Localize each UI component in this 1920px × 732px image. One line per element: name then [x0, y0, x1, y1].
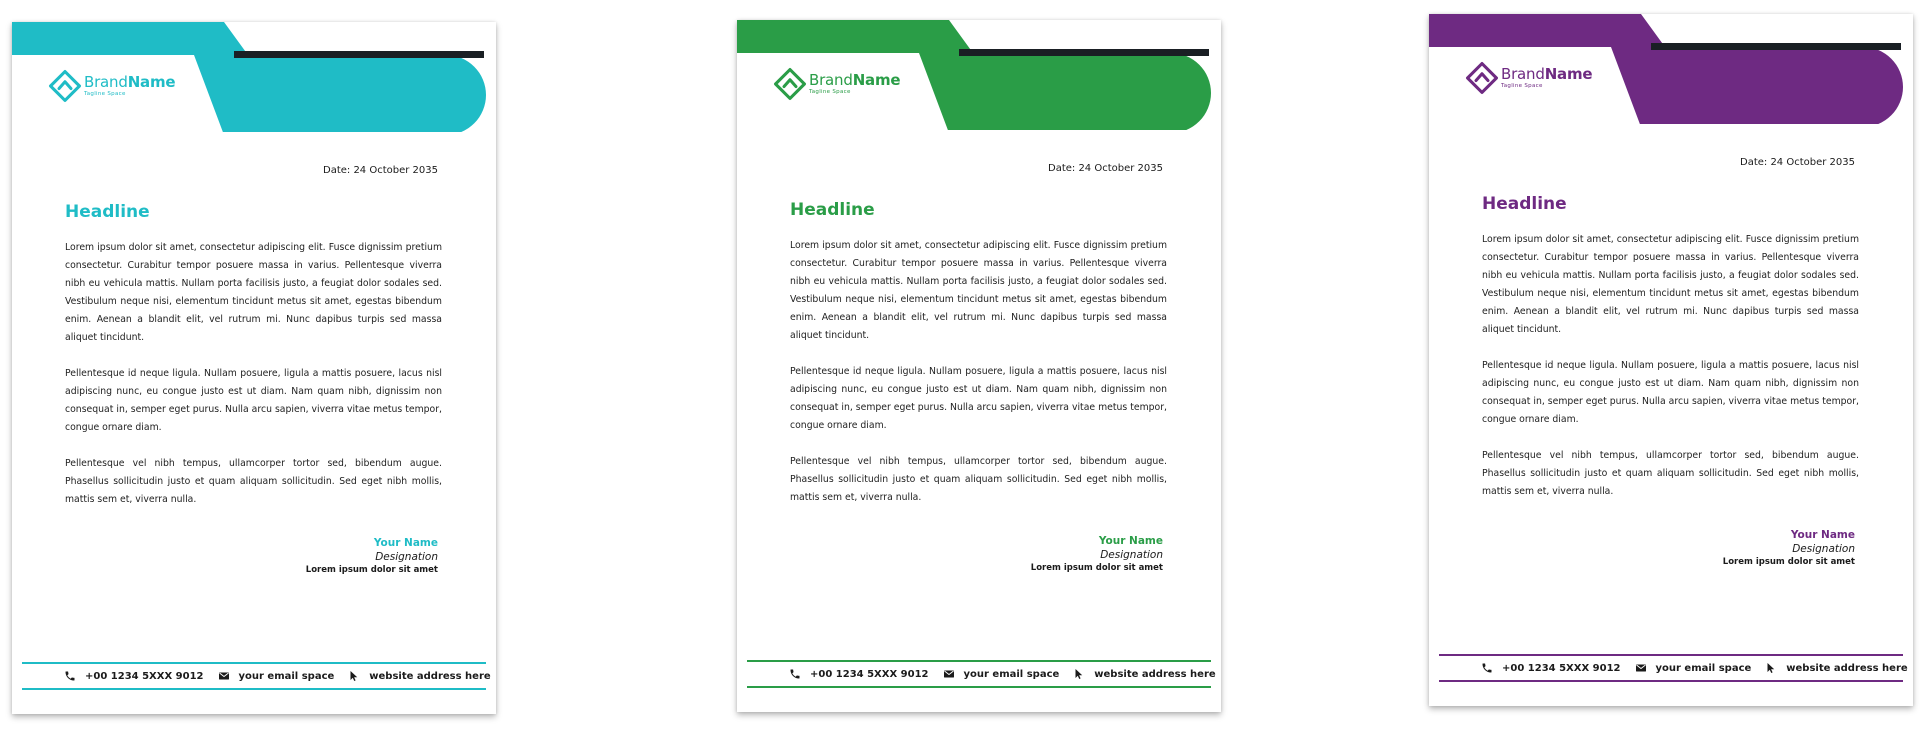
body-paragraph-1: Lorem ipsum dolor sit amet, consectetur adipiscing elit. Fusce dignissim pretium consectetur. Curabitur tempor posuere massa in varius. Pellentesque viverra nibh eu vehicula mattis. Nullam porta facilisis justo, a feugiat dolor sodales sed. Vestibulum neque nisi, elementum tincidunt metus sit amet, egestas bibendum enim. Aenean a blandit elit, vel rutrum mi. Nunc dapibus turpis sed massa aliquet tincidunt.	[65, 242, 442, 343]
brand-logo-icon	[773, 67, 807, 101]
email-icon	[1635, 662, 1647, 674]
letterhead-teal	[12, 22, 496, 714]
letter-body	[65, 239, 442, 527]
tagline: Tagline Space	[809, 88, 851, 95]
letter-body	[790, 237, 1167, 525]
letter-body	[1482, 231, 1859, 519]
footer-phone: +00 1234 5XXX 9012	[1502, 662, 1621, 674]
signature-block	[1723, 528, 1855, 569]
body-paragraph-3: Pellentesque vel nibh tempus, ullamcorper tortor sed, bibendum augue. Phasellus sollicitudin justo et quam aliquam sollicitudin. Sed eget nibh mollis, mattis sem et, viverra nulla.	[790, 456, 1167, 503]
footer-email: your email space	[963, 668, 1060, 680]
brand-name-part1: Brand	[84, 72, 128, 91]
phone-icon	[789, 668, 801, 680]
brand-logo-icon	[1465, 61, 1499, 95]
signature-block	[1031, 534, 1163, 575]
headline: Headline	[65, 202, 150, 222]
brand-name-part2: Name	[852, 70, 901, 89]
footer-line-top	[1439, 654, 1903, 656]
brand-logo	[48, 69, 175, 103]
brand-name-part2: Name	[1544, 64, 1593, 83]
tagline: Tagline Space	[84, 90, 126, 97]
footer-website: website address here	[1786, 662, 1908, 674]
letter-date: Date: 24 October 2035	[1048, 163, 1163, 174]
signature-block	[306, 536, 438, 577]
signer-subline: Lorem ipsum dolor sit amet	[1030, 563, 1163, 573]
signer-subline: Lorem ipsum dolor sit amet	[1722, 557, 1855, 567]
body-paragraph-1: Lorem ipsum dolor sit amet, consectetur adipiscing elit. Fusce dignissim pretium consectetur. Curabitur tempor posuere massa in varius. Pellentesque viverra nibh eu vehicula mattis. Nullam porta facilisis justo, a feugiat dolor sodales sed. Vestibulum neque nisi, elementum tincidunt metus sit amet, egestas bibendum enim. Aenean a blandit elit, vel rutrum mi. Nunc dapibus turpis sed massa aliquet tincidunt.	[790, 240, 1167, 341]
body-paragraph-3: Pellentesque vel nibh tempus, ullamcorper tortor sed, bibendum augue. Phasellus sollicitudin justo et quam aliquam sollicitudin. Sed eget nibh mollis, mattis sem et, viverra nulla.	[65, 458, 442, 505]
signer-name: Your Name	[1098, 535, 1163, 547]
letter-date: Date: 24 October 2035	[1740, 157, 1855, 168]
letter-date: Date: 24 October 2035	[323, 165, 438, 176]
cursor-icon	[1765, 662, 1777, 674]
brand-logo-icon	[48, 69, 82, 103]
signer-designation: Designation	[1100, 549, 1163, 561]
brand-name	[84, 72, 176, 91]
brand-logo	[1465, 61, 1592, 95]
phone-icon	[1481, 662, 1493, 674]
brand-name	[809, 70, 901, 89]
footer-line-bottom	[747, 686, 1211, 688]
signer-name: Your Name	[373, 537, 438, 549]
body-paragraph-3: Pellentesque vel nibh tempus, ullamcorper tortor sed, bibendum augue. Phasellus sollicitudin justo et quam aliquam sollicitudin. Sed eget nibh mollis, mattis sem et, viverra nulla.	[1482, 450, 1859, 497]
footer-email: your email space	[1655, 662, 1752, 674]
footer-contacts	[789, 666, 1221, 682]
footer-email: your email space	[238, 670, 335, 682]
footer-website: website address here	[369, 670, 491, 682]
signer-name: Your Name	[1790, 529, 1855, 541]
footer-contacts	[1481, 660, 1913, 676]
footer-line-bottom	[22, 688, 486, 690]
tagline: Tagline Space	[1501, 82, 1543, 89]
footer-website: website address here	[1094, 668, 1216, 680]
cursor-icon	[348, 670, 360, 682]
body-paragraph-2: Pellentesque id neque ligula. Nullam posuere, ligula a mattis posuere, lacus nisl adipiscing nunc, eu congue justo est ut diam. Nam quam nibh, dignissim non consequat in, semper eget purus. Nulla arcu sapien, viverra vitae metus tempor, congue ornare diam.	[1482, 360, 1859, 425]
body-paragraph-2: Pellentesque id neque ligula. Nullam posuere, ligula a mattis posuere, lacus nisl adipiscing nunc, eu congue justo est ut diam. Nam quam nibh, dignissim non consequat in, semper eget purus. Nulla arcu sapien, viverra vitae metus tempor, congue ornare diam.	[790, 366, 1167, 431]
footer-line-top	[747, 660, 1211, 662]
brand-name-part1: Brand	[809, 70, 853, 89]
phone-icon	[64, 670, 76, 682]
footer-contacts	[64, 668, 496, 684]
footer-line-top	[22, 662, 486, 664]
email-icon	[943, 668, 955, 680]
brand-name	[1501, 64, 1593, 83]
headline: Headline	[790, 200, 875, 220]
body-paragraph-2: Pellentesque id neque ligula. Nullam posuere, ligula a mattis posuere, lacus nisl adipiscing nunc, eu congue justo est ut diam. Nam quam nibh, dignissim non consequat in, semper eget purus. Nulla arcu sapien, viverra vitae metus tempor, congue ornare diam.	[65, 368, 442, 433]
signer-subline: Lorem ipsum dolor sit amet	[305, 565, 438, 575]
signer-designation: Designation	[1792, 543, 1855, 555]
signer-designation: Designation	[375, 551, 438, 563]
letterhead-green	[737, 20, 1221, 712]
headline: Headline	[1482, 194, 1567, 214]
cursor-icon	[1073, 668, 1085, 680]
footer-phone: +00 1234 5XXX 9012	[810, 668, 929, 680]
letterhead-purple	[1429, 14, 1913, 706]
brand-logo	[773, 67, 900, 101]
footer-phone: +00 1234 5XXX 9012	[85, 670, 204, 682]
footer-line-bottom	[1439, 680, 1903, 682]
body-paragraph-1: Lorem ipsum dolor sit amet, consectetur adipiscing elit. Fusce dignissim pretium consectetur. Curabitur tempor posuere massa in varius. Pellentesque viverra nibh eu vehicula mattis. Nullam porta facilisis justo, a feugiat dolor sodales sed. Vestibulum neque nisi, elementum tincidunt metus sit amet, egestas bibendum enim. Aenean a blandit elit, vel rutrum mi. Nunc dapibus turpis sed massa aliquet tincidunt.	[1482, 234, 1859, 335]
brand-name-part2: Name	[127, 72, 176, 91]
brand-name-part1: Brand	[1501, 64, 1545, 83]
email-icon	[218, 670, 230, 682]
